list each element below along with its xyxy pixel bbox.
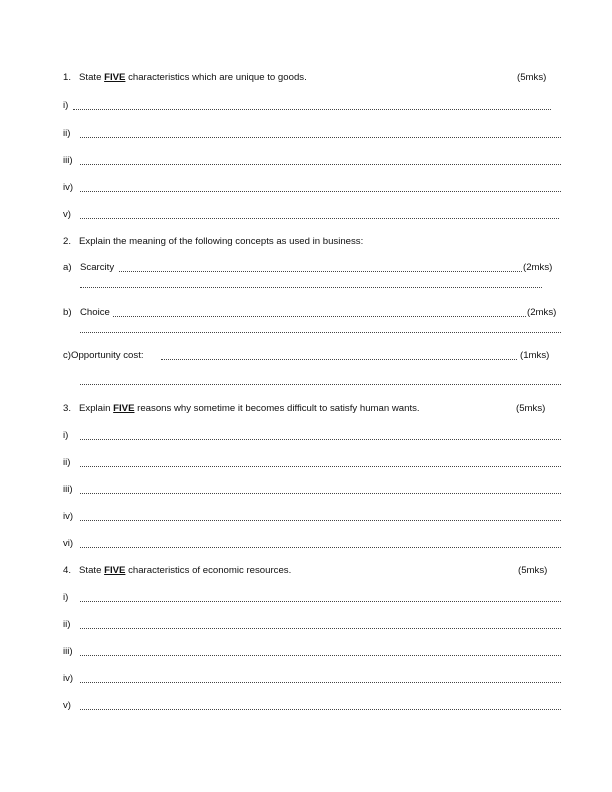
q3-answer-line[interactable] [80,547,561,548]
question-1-heading [63,72,307,84]
q4-item-label: iii) [63,646,73,657]
question-3-text: reasons why sometime it becomes difficult to satisfy human wants. [137,403,420,414]
q2-part-c-marks: (1mks) [520,350,550,361]
q4-item-label: v) [63,700,71,711]
question-1-marks: (5mks) [517,72,547,83]
q1-item-label: ii) [63,128,71,139]
q4-answer-line[interactable] [80,628,561,629]
question-1-text: characteristics which are unique to goods. [128,72,307,83]
q4-item-label: i) [63,592,69,603]
q2-part-c-answer-line[interactable] [161,359,517,360]
question-3-number: 3. [63,403,72,414]
q4-answer-line[interactable] [80,601,561,602]
q2-part-b-answer-line-2[interactable] [80,332,561,333]
q3-item-label: ii) [63,457,71,468]
q4-item-label: ii) [63,619,71,630]
question-1-prefix: State [79,72,102,83]
q3-item-label: vi) [63,538,74,549]
q1-answer-line[interactable] [80,137,561,138]
question-1-keyword: FIVE [104,72,126,83]
q2-part-a-marks: (2mks) [523,262,553,273]
q1-item-label: v) [63,209,71,220]
q2-part-a-answer-line-2[interactable] [80,287,542,288]
q2-part-a-answer-line[interactable] [119,271,522,272]
q4-item-label: iv) [63,673,74,684]
q1-item-label: iv) [63,182,74,193]
q4-answer-line[interactable] [80,709,561,710]
question-2-number: 2. [63,236,72,247]
q2-part-b-term: Choice [80,307,110,318]
q1-answer-line[interactable] [80,218,559,219]
q2-part-a-label: a) [63,262,72,273]
q3-answer-line[interactable] [80,466,561,467]
q3-item-label: iii) [63,484,73,495]
question-4-marks: (5mks) [518,565,548,576]
question-1-number: 1. [63,72,72,83]
q2-part-c-answer-line-2[interactable] [80,384,561,385]
q3-item-label: iv) [63,511,74,522]
q4-answer-line[interactable] [80,682,561,683]
question-4-prefix: State [79,565,102,576]
q2-part-c-text: Opportunity cost: [71,350,144,361]
q1-item-label: i) [63,100,69,111]
question-3-prefix: Explain [79,403,111,414]
question-3-keyword: FIVE [113,403,135,414]
question-2-heading [63,236,363,248]
q4-answer-line[interactable] [80,655,561,656]
question-4-number: 4. [63,565,72,576]
q2-part-c-label: c) [63,350,71,361]
q2-part-b-label: b) [63,307,72,318]
q3-answer-line[interactable] [80,493,561,494]
question-3-heading [63,403,420,415]
question-4-text: characteristics of economic resources. [128,565,292,576]
q2-part-b-answer-line[interactable] [113,316,526,317]
q2-part-c-term [63,350,144,362]
question-4-keyword: FIVE [104,565,126,576]
q1-item-label: iii) [63,155,73,166]
q1-answer-line[interactable] [80,191,561,192]
question-4-heading [63,565,291,577]
q1-answer-line[interactable] [80,164,561,165]
q2-part-a-term: Scarcity [80,262,115,273]
q3-item-label: i) [63,430,69,441]
q1-answer-line[interactable] [73,109,551,110]
q2-part-b-marks: (2mks) [527,307,557,318]
q3-answer-line[interactable] [80,520,561,521]
question-2-text: Explain the meaning of the following concepts as used in business: [79,236,364,247]
q3-answer-line[interactable] [80,439,561,440]
question-3-marks: (5mks) [516,403,546,414]
